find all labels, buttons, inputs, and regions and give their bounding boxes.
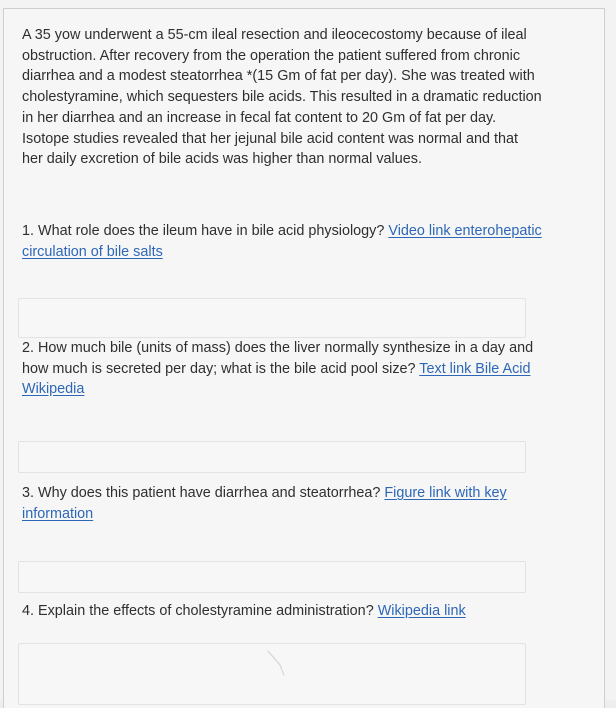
answer-area-2[interactable]: [18, 441, 526, 473]
question-2-link[interactable]: Text link Bile Acid Wikipedia: [22, 360, 531, 398]
question-4-text: 4. Explain the effects of cholestyramine administration?: [22, 603, 378, 619]
content-frame: [3, 8, 605, 708]
question-1-link[interactable]: Video link enterohepatic circulation of bile salts: [22, 223, 542, 260]
question-1: [22, 221, 542, 262]
question-3: [22, 483, 542, 524]
answer-area-3[interactable]: [18, 561, 526, 593]
question-3-text: 3. Why does this patient have diarrhea and steatorrhea?: [22, 485, 385, 501]
question-4: [22, 601, 542, 622]
case-description: A 35 yow underwent a 55-cm ileal resection and ileocecostomy because of ileal obstruction. After recovery from the operation the patient suffered from chronic diarrhea and a modest steatorrhea *(15 Gm of fat per day). She was treated with cholestyramine, which sequesters bile acids. This resulted in a dramatic reduction in her diarrhea and an increase in fecal fat content to 20 Gm of fat per day. Isotope studies revealed that her jejunal bile acid content was normal and that her daily excretion of bile acids was higher than normal values.: [22, 27, 542, 168]
pen-stroke-mark: [266, 649, 288, 677]
question-2: [22, 338, 542, 400]
question-3-link[interactable]: Figure link with key information: [22, 485, 507, 522]
question-4-link[interactable]: Wikipedia link: [377, 603, 466, 619]
answer-area-1[interactable]: [18, 298, 526, 338]
question-1-text: 1. What role does the ileum have in bile acid physiology?: [22, 223, 389, 239]
question-2-text: 2. How much bile (units of mass) does the liver normally synthesize in a day and how much is secreted per day; what is the bile acid pool size?: [22, 340, 534, 377]
